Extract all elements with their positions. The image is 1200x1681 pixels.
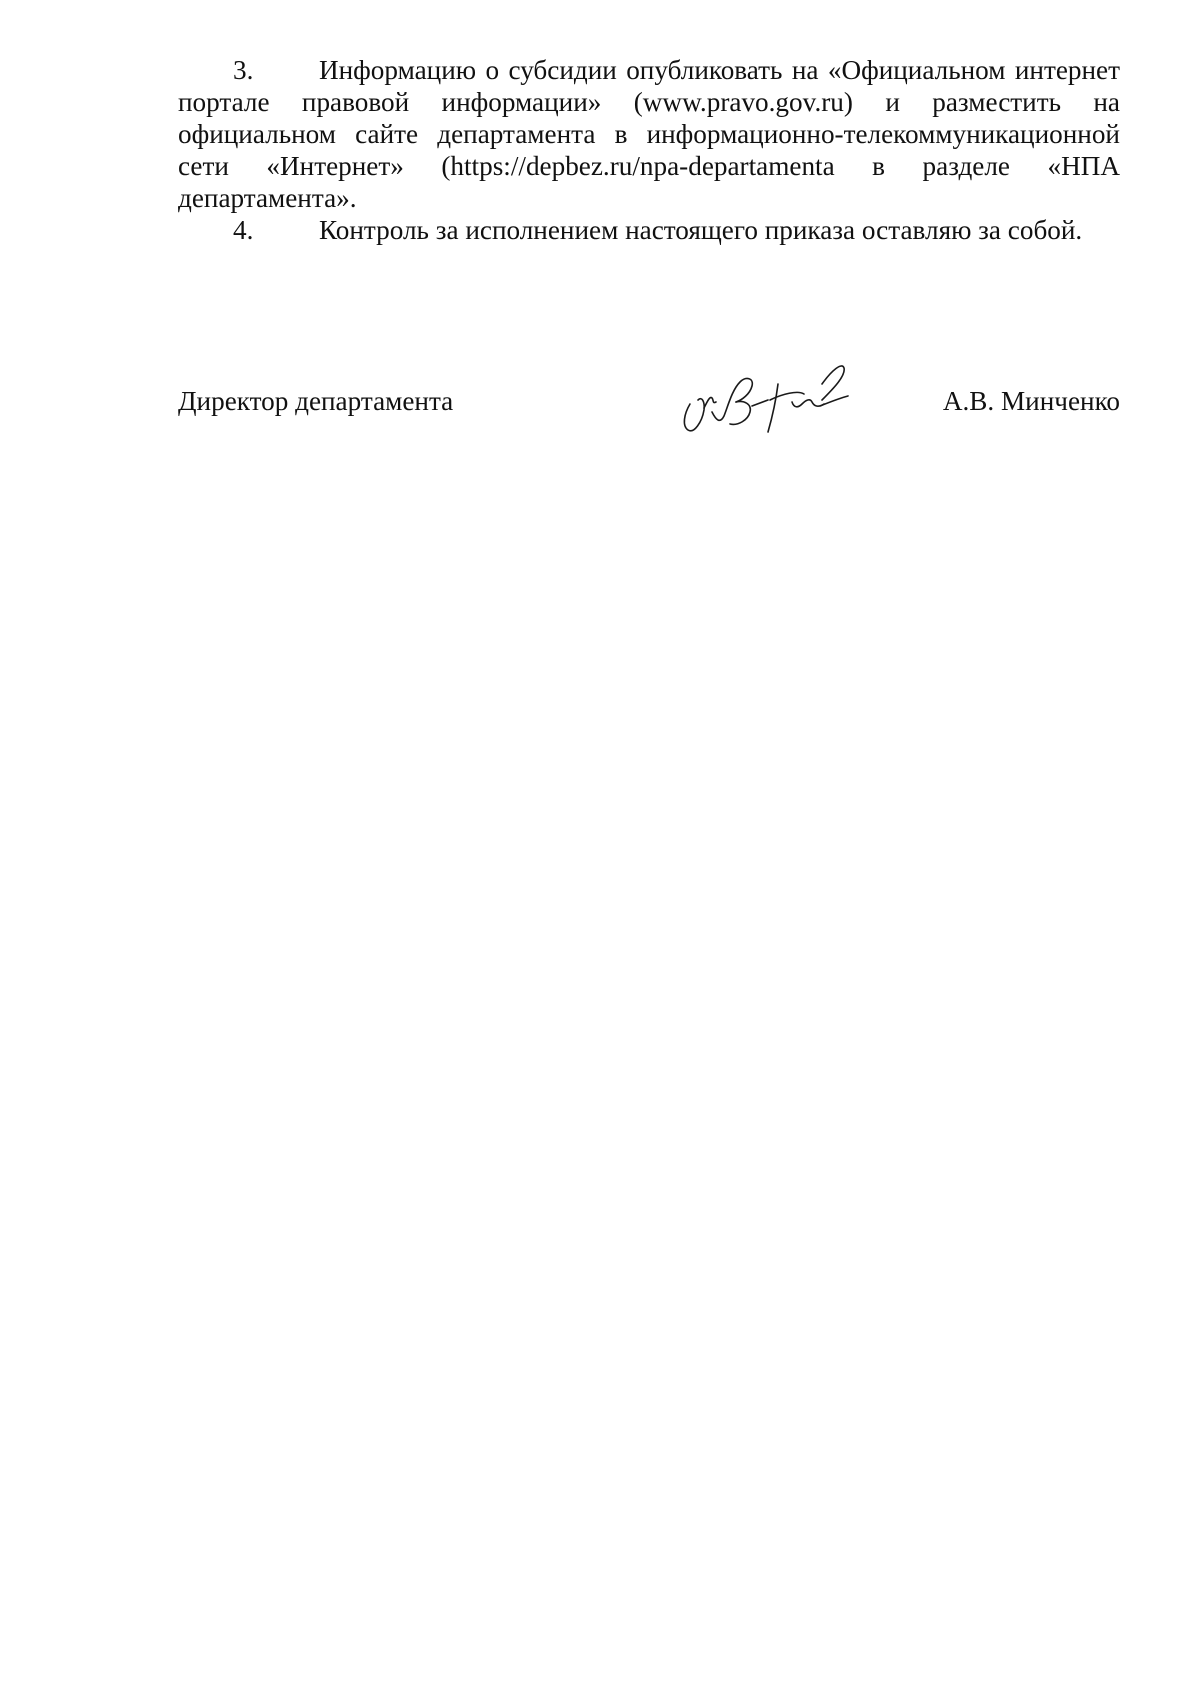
- handwritten-signature: [672, 350, 872, 450]
- signatory-position: Директор департамента: [178, 386, 454, 416]
- item-number: 4.: [233, 215, 254, 245]
- list-item: [178, 54, 1120, 214]
- signatory-name: А.В. Минченко: [942, 386, 1120, 416]
- item-number: 3.: [233, 55, 254, 85]
- list-item: [178, 214, 1120, 246]
- item-text: Информацию о субсидии опубликовать на «Официальном интернет портале правовой информации» (www.pravo.gov.ru) и разместить на официальном сайте департамента в информационно-телекоммуникационной сети «Интернет» (https://depbez.ru/npa-departamenta в разделе «НПА департамента».: [178, 55, 1120, 213]
- document-body: [178, 54, 1120, 246]
- signature-block: [178, 350, 1120, 450]
- item-text: Контроль за исполнением настоящего приказа оставляю за собой.: [319, 215, 1083, 245]
